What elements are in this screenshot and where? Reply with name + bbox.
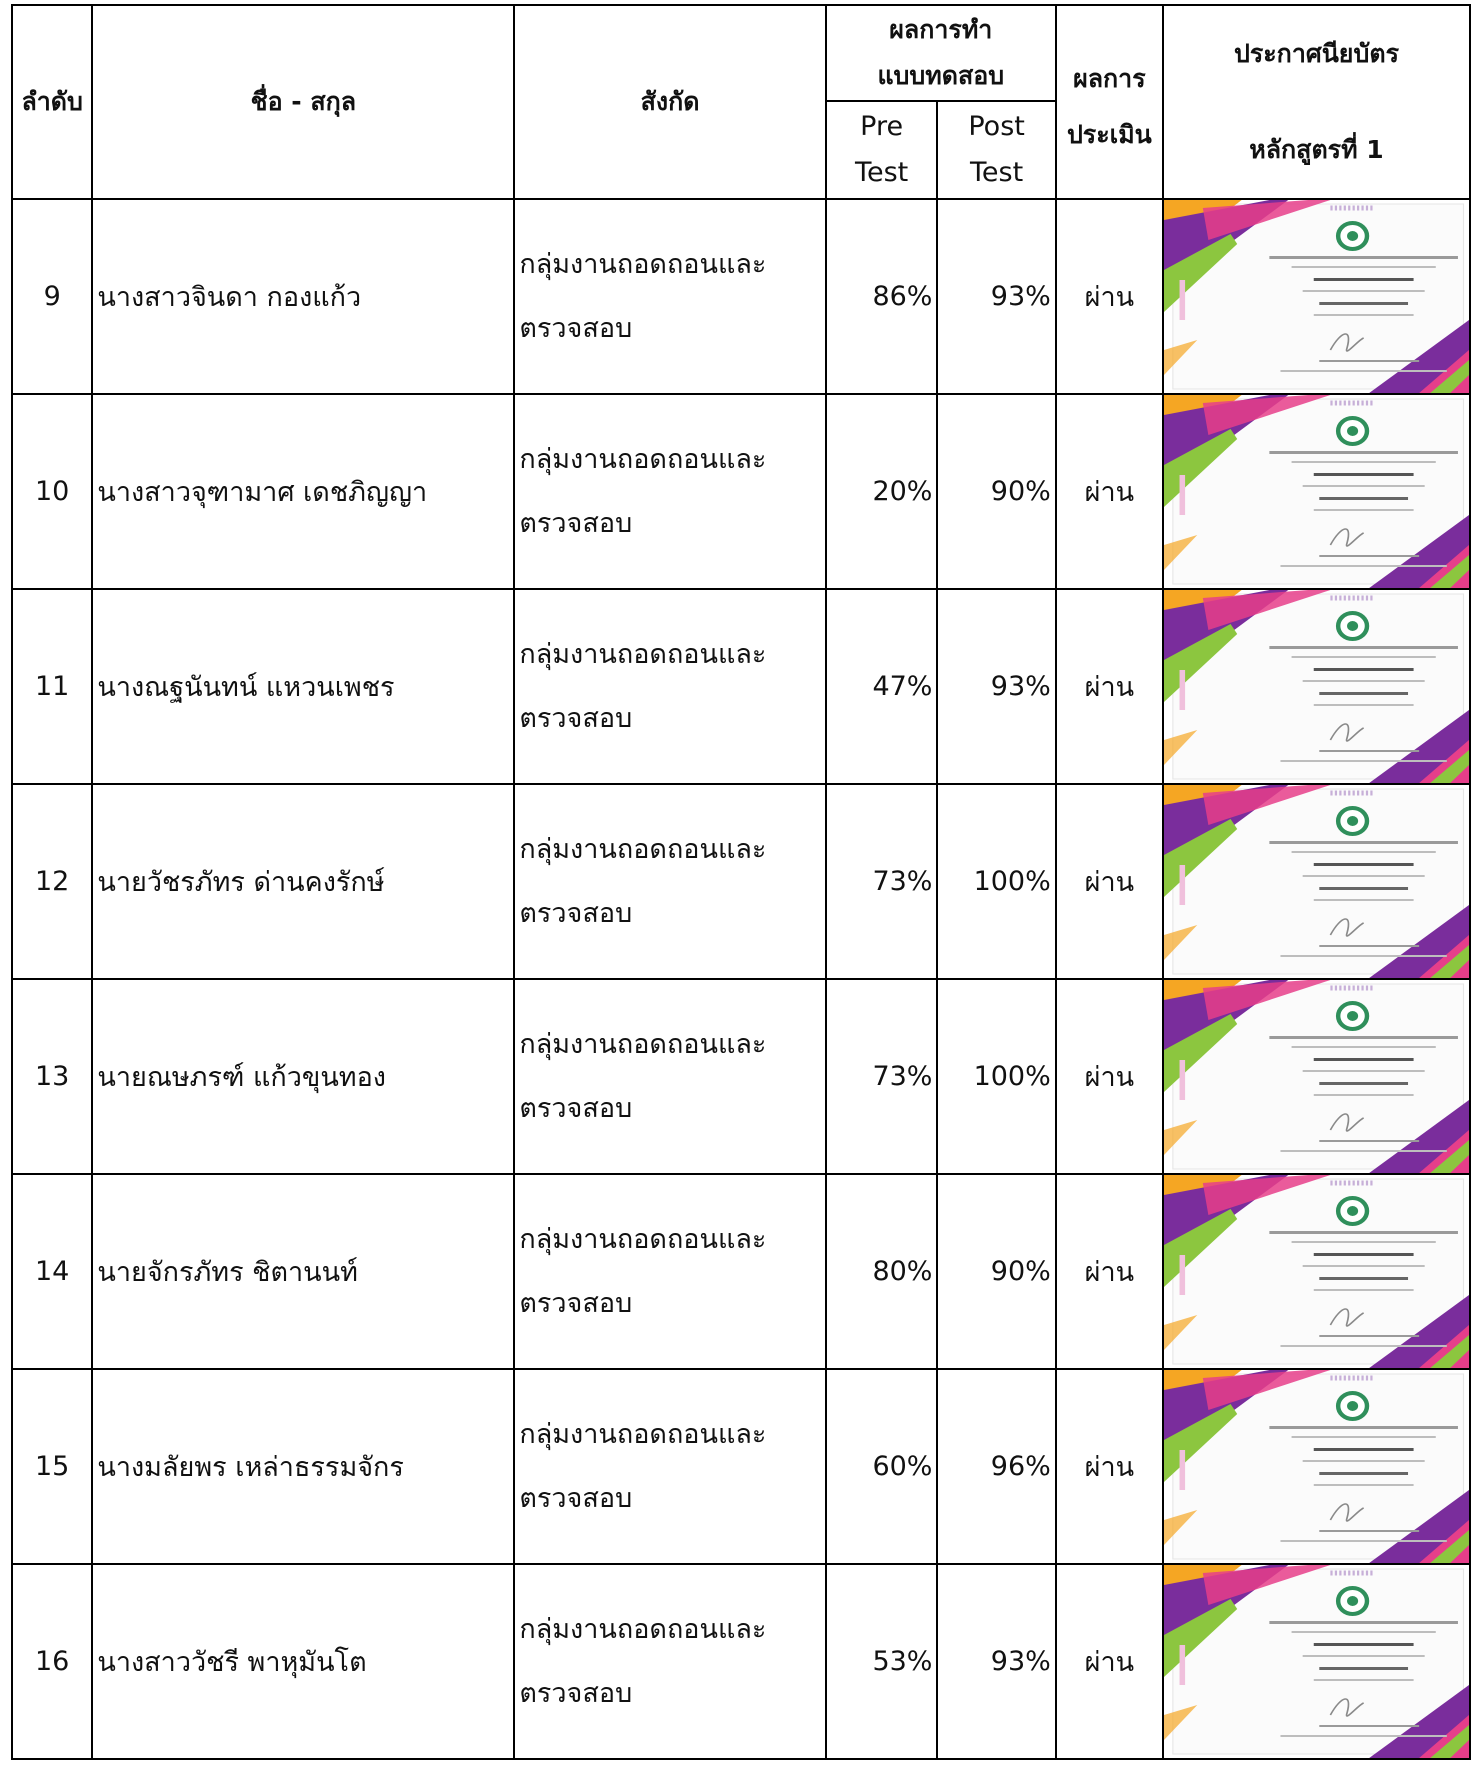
header-cert-line2: หลักสูตรที่ 1 (1249, 135, 1384, 164)
row-pre-test: 53% (826, 1564, 938, 1759)
row-name: นางสาวจินดา กองแก้ว (92, 199, 514, 394)
header-score-group-line2: แบบทดสอบ (877, 60, 1005, 90)
certificate-thumbnail[interactable] (1163, 784, 1470, 979)
row-post-test: 93% (937, 199, 1055, 394)
row-name: นายจักรภัทร ชิตานนท์ (92, 1174, 514, 1369)
row-dept-line2: ตรวจสอบ (519, 1482, 633, 1514)
header-post (937, 101, 1055, 199)
row-dept-line1: กลุ่มงานถอดถอนและ (519, 833, 767, 865)
row-seq: 13 (12, 979, 92, 1174)
table-row (12, 394, 1470, 589)
row-pre-test: 60% (826, 1369, 938, 1564)
row-dept (514, 979, 825, 1174)
table-row (12, 979, 1470, 1174)
results-body (12, 199, 1470, 1759)
row-post-test: 90% (937, 394, 1055, 589)
certificate-thumbnail-icon (1164, 395, 1469, 588)
row-dept-line1: กลุ่มงานถอดถอนและ (519, 1418, 767, 1450)
row-pre-test: 86% (826, 199, 938, 394)
row-dept-line2: ตรวจสอบ (519, 1677, 633, 1709)
row-post-test: 100% (937, 784, 1055, 979)
certificate-thumbnail[interactable] (1163, 1174, 1470, 1369)
row-dept-line2: ตรวจสอบ (519, 1092, 633, 1124)
certificate-thumbnail[interactable] (1163, 394, 1470, 589)
header-score-group (826, 5, 1056, 101)
row-seq: 16 (12, 1564, 92, 1759)
table-row (12, 1369, 1470, 1564)
certificate-thumbnail-icon (1164, 1565, 1469, 1758)
row-dept (514, 199, 825, 394)
row-seq: 14 (12, 1174, 92, 1369)
certificate-thumbnail[interactable] (1163, 589, 1470, 784)
header-cert-line1: ประกาศนียบัตร (1233, 39, 1399, 68)
row-result: ผ่าน (1056, 1564, 1163, 1759)
header-post-line1: Post (968, 110, 1025, 142)
table-row (12, 589, 1470, 784)
row-result: ผ่าน (1056, 199, 1163, 394)
row-name: นายวัชรภัทร ด่านคงรักษ์ (92, 784, 514, 979)
row-dept (514, 1174, 825, 1369)
row-dept-line1: กลุ่มงานถอดถอนและ (519, 1613, 767, 1645)
row-dept (514, 394, 825, 589)
header-seq: ลำดับ (12, 5, 92, 199)
row-dept-line1: กลุ่มงานถอดถอนและ (519, 443, 767, 475)
row-result: ผ่าน (1056, 1174, 1163, 1369)
row-dept-line1: กลุ่มงานถอดถอนและ (519, 1028, 767, 1060)
row-name: นายณษภรฑ์ แก้วขุนทอง (92, 979, 514, 1174)
certificate-thumbnail-icon (1164, 1370, 1469, 1563)
header-eval-line1: ผลการ (1073, 64, 1146, 93)
row-post-test: 93% (937, 1564, 1055, 1759)
header-eval-line2: ประเมิน (1066, 120, 1152, 149)
row-seq: 10 (12, 394, 92, 589)
row-pre-test: 47% (826, 589, 938, 784)
certificate-thumbnail-icon (1164, 200, 1469, 393)
row-result: ผ่าน (1056, 784, 1163, 979)
row-dept-line1: กลุ่มงานถอดถอนและ (519, 248, 767, 280)
row-dept-line2: ตรวจสอบ (519, 897, 633, 929)
table-row (12, 1564, 1470, 1759)
row-dept-line2: ตรวจสอบ (519, 312, 633, 344)
header-name: ชื่อ - สกุล (92, 5, 514, 199)
row-dept-line2: ตรวจสอบ (519, 1287, 633, 1319)
row-name: นางสาววัชรี พาหุมันโต (92, 1564, 514, 1759)
row-name: นางณฐนันทน์ แหวนเพชร (92, 589, 514, 784)
row-name: นางมลัยพร เหล่าธรรมจักร (92, 1369, 514, 1564)
certificate-thumbnail[interactable] (1163, 1369, 1470, 1564)
row-dept (514, 1564, 825, 1759)
certificate-thumbnail-icon (1164, 1175, 1469, 1368)
header-cert (1163, 5, 1470, 199)
row-name: นางสาวจุฑามาศ เดชภิญญา (92, 394, 514, 589)
row-dept (514, 1369, 825, 1564)
row-pre-test: 73% (826, 784, 938, 979)
certificate-thumbnail[interactable] (1163, 1564, 1470, 1759)
row-seq: 11 (12, 589, 92, 784)
row-result: ผ่าน (1056, 589, 1163, 784)
row-result: ผ่าน (1056, 1369, 1163, 1564)
row-pre-test: 20% (826, 394, 938, 589)
row-pre-test: 73% (826, 979, 938, 1174)
row-dept-line2: ตรวจสอบ (519, 507, 633, 539)
row-post-test: 90% (937, 1174, 1055, 1369)
certificate-thumbnail-icon (1164, 590, 1469, 783)
row-dept (514, 589, 825, 784)
row-seq: 9 (12, 199, 92, 394)
row-dept-line1: กลุ่มงานถอดถอนและ (519, 638, 767, 670)
certificate-thumbnail[interactable] (1163, 199, 1470, 394)
header-pre-line2: Test (855, 156, 909, 188)
row-result: ผ่าน (1056, 394, 1163, 589)
table-row (12, 784, 1470, 979)
row-pre-test: 80% (826, 1174, 938, 1369)
header-post-line2: Test (970, 156, 1024, 188)
row-dept-line1: กลุ่มงานถอดถอนและ (519, 1223, 767, 1255)
table-row (12, 1174, 1470, 1369)
header-eval (1056, 5, 1163, 199)
row-seq: 12 (12, 784, 92, 979)
row-post-test: 100% (937, 979, 1055, 1174)
header-score-group-line1: ผลการทำ (889, 14, 993, 44)
certificate-thumbnail-icon (1164, 980, 1469, 1173)
row-dept-line2: ตรวจสอบ (519, 702, 633, 734)
row-post-test: 96% (937, 1369, 1055, 1564)
certificate-thumbnail-icon (1164, 785, 1469, 978)
header-pre (826, 101, 938, 199)
header-pre-line1: Pre (860, 110, 904, 142)
results-table (11, 4, 1471, 1760)
row-seq: 15 (12, 1369, 92, 1564)
certificate-thumbnail[interactable] (1163, 979, 1470, 1174)
row-dept (514, 784, 825, 979)
row-result: ผ่าน (1056, 979, 1163, 1174)
row-post-test: 93% (937, 589, 1055, 784)
header-dept: สังกัด (514, 5, 825, 199)
table-row (12, 199, 1470, 394)
